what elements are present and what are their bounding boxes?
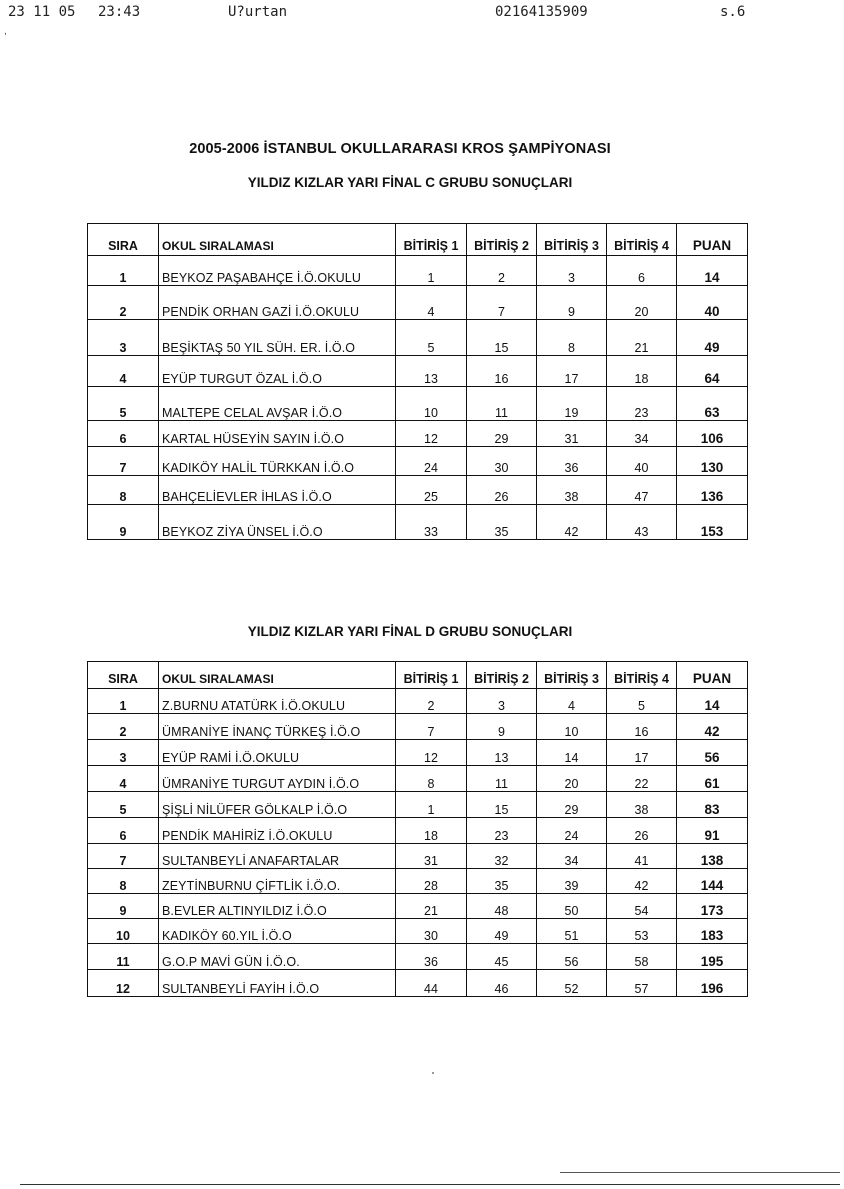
- finish-1-cell: 18: [396, 818, 467, 844]
- document-title: 2005-2006 İSTANBUL OKULLARARASI KROS ŞAMPİYONASI: [189, 141, 611, 157]
- points-cell: 196: [677, 970, 748, 997]
- finish-4-cell: 23: [607, 387, 677, 421]
- rank-cell: 1: [88, 256, 159, 286]
- school-name-cell: SULTANBEYLİ FAYİH İ.Ö.O: [159, 970, 396, 997]
- finish-1-cell: 5: [396, 320, 467, 356]
- rank-cell: 9: [88, 505, 159, 540]
- finish-1-cell: 30: [396, 919, 467, 944]
- school-name-cell: EYÜP RAMİ İ.Ö.OKULU: [159, 740, 396, 766]
- points-cell: 49: [677, 320, 748, 356]
- finish-2-header: BİTİRİŞ 2: [467, 224, 537, 256]
- rank-cell: 5: [88, 387, 159, 421]
- finish-1-header: BİTİRİŞ 1: [396, 662, 467, 689]
- points-cell: 153: [677, 505, 748, 540]
- finish-2-cell: 49: [467, 919, 537, 944]
- table-row: [88, 320, 748, 356]
- school-name-cell: ÜMRANİYE TURGUT AYDIN İ.Ö.O: [159, 766, 396, 792]
- finish-3-cell: 20: [537, 766, 607, 792]
- rank-cell: 7: [88, 447, 159, 476]
- school-name-cell: KARTAL HÜSEYİN SAYIN İ.Ö.O: [159, 421, 396, 447]
- points-cell: 14: [677, 689, 748, 714]
- rank-cell: 3: [88, 320, 159, 356]
- finish-3-cell: 42: [537, 505, 607, 540]
- finish-2-header: BİTİRİŞ 2: [467, 662, 537, 689]
- finish-1-cell: 33: [396, 505, 467, 540]
- finish-4-cell: 40: [607, 447, 677, 476]
- points-cell: 40: [677, 286, 748, 320]
- fax-time: 23:43: [98, 4, 141, 20]
- table-row: [88, 714, 748, 740]
- points-cell: 144: [677, 869, 748, 894]
- finish-4-cell: 26: [607, 818, 677, 844]
- finish-4-cell: 6: [607, 256, 677, 286]
- finish-4-cell: 54: [607, 894, 677, 919]
- finish-2-cell: 13: [467, 740, 537, 766]
- table-row: [88, 919, 748, 944]
- points-cell: 64: [677, 356, 748, 387]
- finish-3-cell: 56: [537, 944, 607, 970]
- finish-2-cell: 3: [467, 689, 537, 714]
- school-header: OKUL SIRALAMASI: [159, 662, 396, 689]
- table-row: [88, 844, 748, 869]
- finish-1-cell: 21: [396, 894, 467, 919]
- finish-3-cell: 9: [537, 286, 607, 320]
- finish-2-cell: 15: [467, 320, 537, 356]
- school-name-cell: MALTEPE CELAL AVŞAR İ.Ö.O: [159, 387, 396, 421]
- points-cell: 136: [677, 476, 748, 505]
- footer-rule-short: [560, 1172, 840, 1173]
- finish-3-cell: 38: [537, 476, 607, 505]
- finish-3-cell: 34: [537, 844, 607, 869]
- finish-1-cell: 24: [396, 447, 467, 476]
- finish-4-cell: 42: [607, 869, 677, 894]
- finish-4-cell: 20: [607, 286, 677, 320]
- school-name-cell: SULTANBEYLİ ANAFARTALAR: [159, 844, 396, 869]
- group-c-results-table: [87, 223, 748, 540]
- group-d-subtitle: YILDIZ KIZLAR YARI FİNAL D GRUBU SONUÇLARI: [247, 624, 573, 639]
- finish-4-cell: 53: [607, 919, 677, 944]
- finish-1-cell: 44: [396, 970, 467, 997]
- school-name-cell: KADIKÖY 60.YIL İ.Ö.O: [159, 919, 396, 944]
- finish-2-cell: 15: [467, 792, 537, 818]
- finish-2-cell: 48: [467, 894, 537, 919]
- finish-3-cell: 36: [537, 447, 607, 476]
- points-header: PUAN: [677, 662, 748, 689]
- finish-1-cell: 28: [396, 869, 467, 894]
- finish-1-cell: 25: [396, 476, 467, 505]
- table-row: [88, 447, 748, 476]
- finish-4-header: BİTİRİŞ 4: [607, 662, 677, 689]
- points-cell: 56: [677, 740, 748, 766]
- school-name-cell: BEŞİKTAŞ 50 YIL SÜH. ER. İ.Ö.O: [159, 320, 396, 356]
- school-name-cell: PENDİK MAHİRİZ İ.Ö.OKULU: [159, 818, 396, 844]
- group-d-results-table: [87, 661, 748, 997]
- rank-cell: 1: [88, 689, 159, 714]
- rank-cell: 10: [88, 919, 159, 944]
- points-header: PUAN: [677, 224, 748, 256]
- rank-cell: 8: [88, 869, 159, 894]
- finish-4-cell: 58: [607, 944, 677, 970]
- finish-1-cell: 13: [396, 356, 467, 387]
- finish-3-cell: 3: [537, 256, 607, 286]
- rank-header: SIRA: [88, 662, 159, 689]
- header-row: [88, 662, 748, 689]
- table-row: [88, 421, 748, 447]
- header-row: [88, 224, 748, 256]
- finish-3-cell: 10: [537, 714, 607, 740]
- finish-2-cell: 9: [467, 714, 537, 740]
- rank-cell: 5: [88, 792, 159, 818]
- finish-3-header: BİTİRİŞ 3: [537, 662, 607, 689]
- points-cell: 14: [677, 256, 748, 286]
- rank-cell: 7: [88, 844, 159, 869]
- school-name-cell: ŞİŞLİ NİLÜFER GÖLKALP İ.Ö.O: [159, 792, 396, 818]
- footer-rule: [20, 1184, 840, 1185]
- points-cell: 195: [677, 944, 748, 970]
- table-row: [88, 869, 748, 894]
- table-row: [88, 356, 748, 387]
- group-c-subtitle: YILDIZ KIZLAR YARI FİNAL C GRUBU SONUÇLARI: [247, 175, 573, 190]
- school-header: OKUL SIRALAMASI: [159, 224, 396, 256]
- finish-1-cell: 7: [396, 714, 467, 740]
- finish-2-cell: 46: [467, 970, 537, 997]
- rank-cell: 4: [88, 356, 159, 387]
- finish-4-cell: 5: [607, 689, 677, 714]
- finish-1-cell: 12: [396, 421, 467, 447]
- points-cell: 42: [677, 714, 748, 740]
- finish-1-cell: 1: [396, 792, 467, 818]
- finish-3-cell: 17: [537, 356, 607, 387]
- fax-header: [8, 4, 838, 24]
- finish-3-cell: 19: [537, 387, 607, 421]
- school-name-cell: B.EVLER ALTINYILDIZ İ.Ö.O: [159, 894, 396, 919]
- rank-cell: 11: [88, 944, 159, 970]
- points-cell: 183: [677, 919, 748, 944]
- rank-cell: 9: [88, 894, 159, 919]
- finish-3-cell: 50: [537, 894, 607, 919]
- finish-1-cell: 2: [396, 689, 467, 714]
- table-row: [88, 944, 748, 970]
- finish-2-cell: 35: [467, 869, 537, 894]
- points-cell: 173: [677, 894, 748, 919]
- table-row: [88, 689, 748, 714]
- finish-2-cell: 45: [467, 944, 537, 970]
- school-name-cell: ZEYTİNBURNU ÇİFTLİK İ.Ö.O.: [159, 869, 396, 894]
- table-row: [88, 387, 748, 421]
- scan-mark: ,: [4, 26, 7, 37]
- finish-4-cell: 34: [607, 421, 677, 447]
- school-name-cell: BEYKOZ PAŞABAHÇE İ.Ö.OKULU: [159, 256, 396, 286]
- finish-1-cell: 1: [396, 256, 467, 286]
- finish-4-cell: 47: [607, 476, 677, 505]
- finish-2-cell: 23: [467, 818, 537, 844]
- table-row: [88, 286, 748, 320]
- table-row: [88, 256, 748, 286]
- points-cell: 130: [677, 447, 748, 476]
- finish-3-header: BİTİRİŞ 3: [537, 224, 607, 256]
- finish-4-cell: 16: [607, 714, 677, 740]
- finish-2-cell: 35: [467, 505, 537, 540]
- finish-4-cell: 41: [607, 844, 677, 869]
- finish-3-cell: 52: [537, 970, 607, 997]
- finish-2-cell: 11: [467, 766, 537, 792]
- table-row: [88, 818, 748, 844]
- finish-2-cell: 32: [467, 844, 537, 869]
- finish-2-cell: 16: [467, 356, 537, 387]
- school-name-cell: BAHÇELİEVLER İHLAS İ.Ö.O: [159, 476, 396, 505]
- school-name-cell: PENDİK ORHAN GAZİ İ.Ö.OKULU: [159, 286, 396, 320]
- points-cell: 61: [677, 766, 748, 792]
- table-row: [88, 766, 748, 792]
- table-row: [88, 505, 748, 540]
- finish-4-cell: 57: [607, 970, 677, 997]
- fax-page: s.6: [720, 4, 746, 20]
- finish-1-cell: 31: [396, 844, 467, 869]
- points-cell: 91: [677, 818, 748, 844]
- rank-cell: 6: [88, 421, 159, 447]
- school-name-cell: KADIKÖY HALİL TÜRKKAN İ.Ö.O: [159, 447, 396, 476]
- fax-phone: 02164135909: [495, 4, 588, 20]
- finish-2-cell: 30: [467, 447, 537, 476]
- rank-cell: 8: [88, 476, 159, 505]
- finish-1-cell: 4: [396, 286, 467, 320]
- finish-4-header: BİTİRİŞ 4: [607, 224, 677, 256]
- rank-header: SIRA: [88, 224, 159, 256]
- rank-cell: 4: [88, 766, 159, 792]
- rank-cell: 2: [88, 714, 159, 740]
- points-cell: 106: [677, 421, 748, 447]
- finish-4-cell: 38: [607, 792, 677, 818]
- finish-1-cell: 36: [396, 944, 467, 970]
- finish-3-cell: 31: [537, 421, 607, 447]
- table-row: [88, 894, 748, 919]
- finish-2-cell: 29: [467, 421, 537, 447]
- rank-cell: 2: [88, 286, 159, 320]
- finish-4-cell: 18: [607, 356, 677, 387]
- finish-1-cell: 10: [396, 387, 467, 421]
- finish-2-cell: 2: [467, 256, 537, 286]
- school-name-cell: BEYKOZ ZİYA ÜNSEL İ.Ö.O: [159, 505, 396, 540]
- fax-sender: U?urtan: [228, 4, 288, 20]
- finish-2-cell: 11: [467, 387, 537, 421]
- fax-date: 23 11 05: [8, 4, 76, 20]
- rank-cell: 12: [88, 970, 159, 997]
- finish-4-cell: 21: [607, 320, 677, 356]
- finish-3-cell: 14: [537, 740, 607, 766]
- school-name-cell: EYÜP TURGUT ÖZAL İ.Ö.O: [159, 356, 396, 387]
- rank-cell: 6: [88, 818, 159, 844]
- finish-3-cell: 29: [537, 792, 607, 818]
- finish-1-header: BİTİRİŞ 1: [396, 224, 467, 256]
- finish-3-cell: 4: [537, 689, 607, 714]
- points-cell: 63: [677, 387, 748, 421]
- finish-3-cell: 24: [537, 818, 607, 844]
- finish-4-cell: 22: [607, 766, 677, 792]
- scan-speck: [432, 1072, 434, 1074]
- table-row: [88, 740, 748, 766]
- table-row: [88, 970, 748, 997]
- school-name-cell: G.O.P MAVİ GÜN İ.Ö.O.: [159, 944, 396, 970]
- points-cell: 83: [677, 792, 748, 818]
- table-row: [88, 792, 748, 818]
- finish-1-cell: 12: [396, 740, 467, 766]
- finish-3-cell: 39: [537, 869, 607, 894]
- school-name-cell: ÜMRANİYE İNANÇ TÜRKEŞ İ.Ö.O: [159, 714, 396, 740]
- finish-2-cell: 26: [467, 476, 537, 505]
- rank-cell: 3: [88, 740, 159, 766]
- school-name-cell: Z.BURNU ATATÜRK İ.Ö.OKULU: [159, 689, 396, 714]
- points-cell: 138: [677, 844, 748, 869]
- finish-2-cell: 7: [467, 286, 537, 320]
- finish-3-cell: 51: [537, 919, 607, 944]
- table-row: [88, 476, 748, 505]
- finish-4-cell: 43: [607, 505, 677, 540]
- finish-4-cell: 17: [607, 740, 677, 766]
- finish-3-cell: 8: [537, 320, 607, 356]
- finish-1-cell: 8: [396, 766, 467, 792]
